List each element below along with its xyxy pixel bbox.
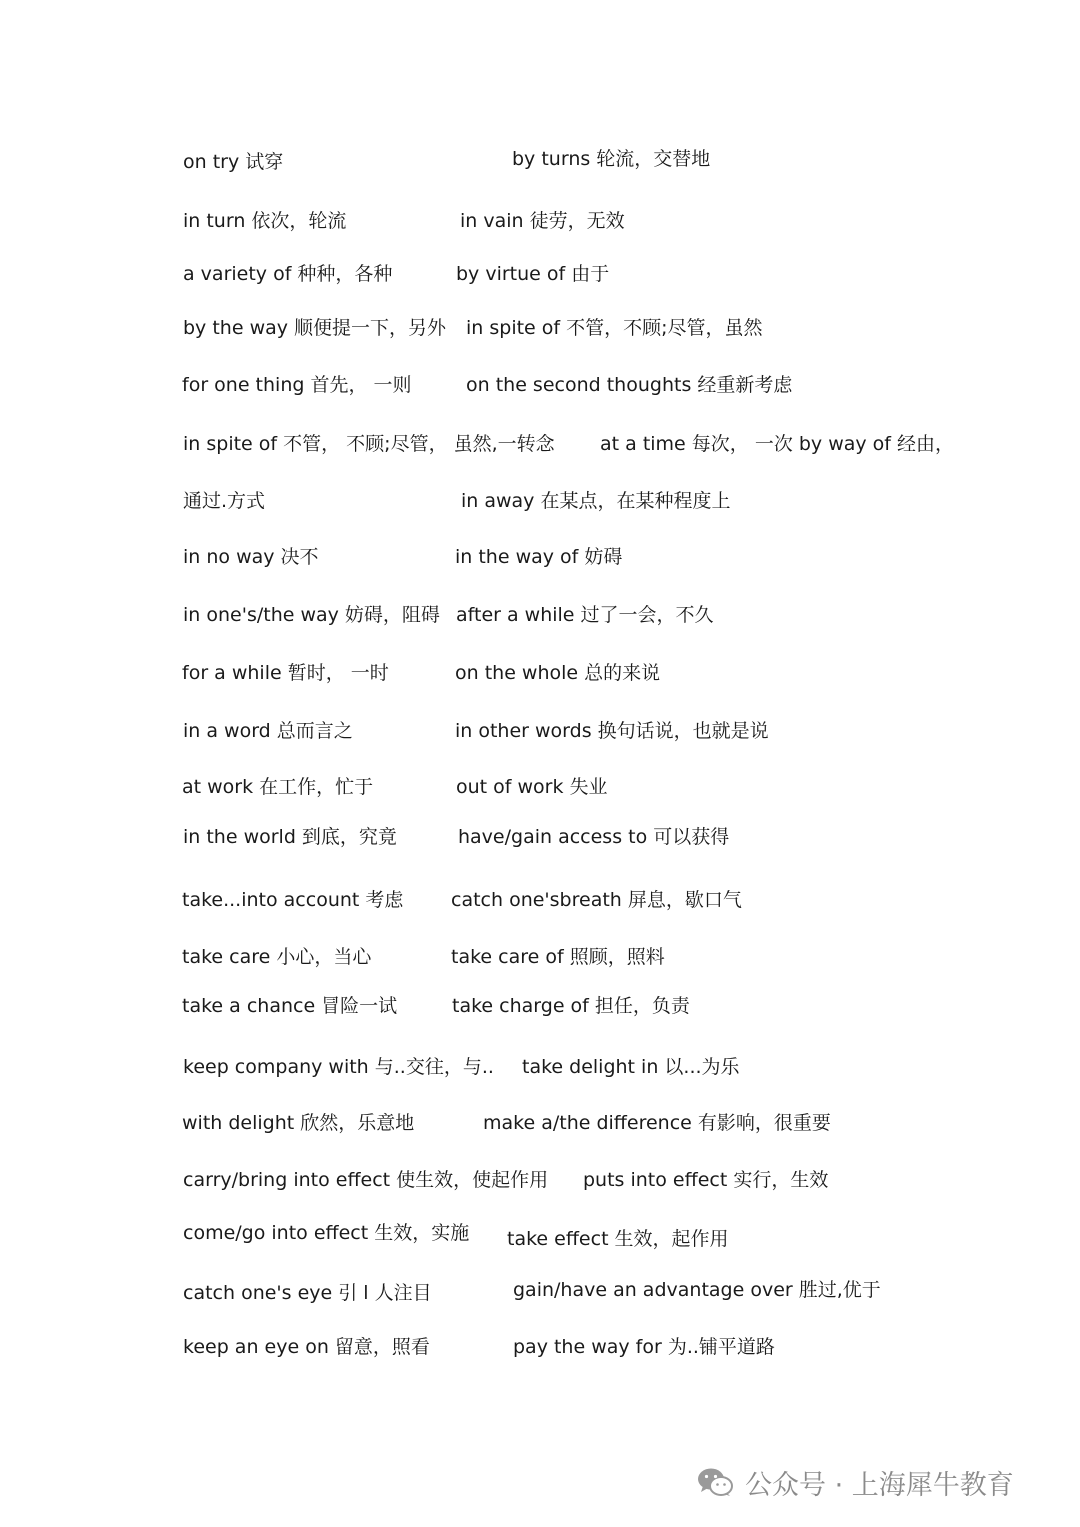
phrase-in-away: in away 在某点，在某种程度上	[461, 490, 731, 512]
phrase-by-the-way: by the way 顺便提一下，另外	[183, 317, 447, 339]
phrase-with-delight: with delight 欣然，乐意地	[182, 1112, 415, 1134]
phrase-for-a-while: for a while 暂时， 一时	[182, 662, 389, 684]
phrase-by-virtue-of: by virtue of 由于	[456, 263, 610, 285]
phrase-take-care: take care 小心，当心	[182, 946, 372, 968]
phrase-by-turns: by turns 轮流，交替地	[512, 148, 711, 170]
phrase-keep-company-with: keep company with 与..交往，与..	[183, 1056, 494, 1078]
phrase-take-a-chance: take a chance 冒险一试	[182, 995, 398, 1017]
phrase-in-a-word: in a word 总而言之	[183, 720, 353, 742]
phrase-gain-advantage-over: gain/have an advantage over 胜过,优于	[513, 1279, 881, 1301]
phrase-in-ones-way: in one's/the way 妨碍，阻碍	[183, 604, 440, 626]
phrase-take-delight-in: take delight in 以...为乐	[522, 1056, 740, 1078]
phrase-in-spite-of: in spite of 不管，不顾;尽管，虽然	[466, 317, 763, 339]
phrase-on-the-whole: on the whole 总的来说	[455, 662, 661, 684]
phrase-out-of-work: out of work 失业	[456, 776, 608, 798]
phrase-gain-access-to: have/gain access to 可以获得	[458, 826, 730, 848]
phrase-puts-into-effect: puts into effect 实行，生效	[583, 1169, 829, 1191]
phrase-a-variety-of: a variety of 种种，各种	[183, 263, 393, 285]
phrase-in-turn: in turn 依次，轮流	[183, 210, 347, 232]
phrase-in-vain: in vain 徒劳，无效	[460, 210, 625, 232]
phrase-in-the-way-of: in the way of 妨碍	[455, 546, 623, 568]
wechat-icon	[697, 1467, 733, 1497]
phrase-take-into-account: take...into account 考虑	[182, 889, 404, 911]
phrase-at-work: at work 在工作，忙于	[182, 776, 374, 798]
phrase-keep-an-eye-on: keep an eye on 留意，照看	[183, 1336, 430, 1358]
phrase-in-the-world: in the world 到底，究竟	[183, 826, 397, 848]
wechat-account-watermark	[697, 1462, 1014, 1502]
phrase-pay-the-way-for: pay the way for 为..铺平道路	[513, 1336, 775, 1358]
phrase-carry-into-effect: carry/bring into effect 使生效，使起作用	[183, 1169, 549, 1191]
phrase-on-second-thoughts: on the second thoughts 经重新考虑	[466, 374, 793, 396]
phrase-take-effect: take effect 生效，起作用	[507, 1228, 729, 1250]
phrase-after-a-while: after a while 过了一会，不久	[456, 604, 714, 626]
phrase-catch-ones-eye: catch one's eye 引 l 人注目	[183, 1282, 432, 1304]
phrase-continuation: 通过.方式	[183, 490, 266, 512]
phrase-at-a-time: at a time 每次， 一次 by way of 经由，	[600, 433, 955, 455]
phrase-make-a-difference: make a/the difference 有影响，很重要	[483, 1112, 831, 1134]
phrase-catch-ones-breath: catch one'sbreath 屏息，歇口气	[451, 889, 742, 911]
phrase-in-no-way: in no way 决不	[183, 546, 319, 568]
phrase-take-charge-of: take charge of 担任，负责	[452, 995, 690, 1017]
phrase-for-one-thing: for one thing 首先， 一则	[182, 374, 412, 396]
wechat-account-label: 公众号 · 上海犀牛教育	[745, 1469, 1014, 1501]
phrase-in-spite-of-2: in spite of 不管， 不顾;尽管， 虽然,一转念	[183, 433, 555, 455]
phrase-in-other-words: in other words 换句话说，也就是说	[455, 720, 769, 742]
phrase-come-into-effect: come/go into effect 生效，实施	[183, 1222, 470, 1244]
phrase-take-care-of: take care of 照顾，照料	[451, 946, 665, 968]
phrase-on-try: on try 试穿	[183, 151, 284, 173]
